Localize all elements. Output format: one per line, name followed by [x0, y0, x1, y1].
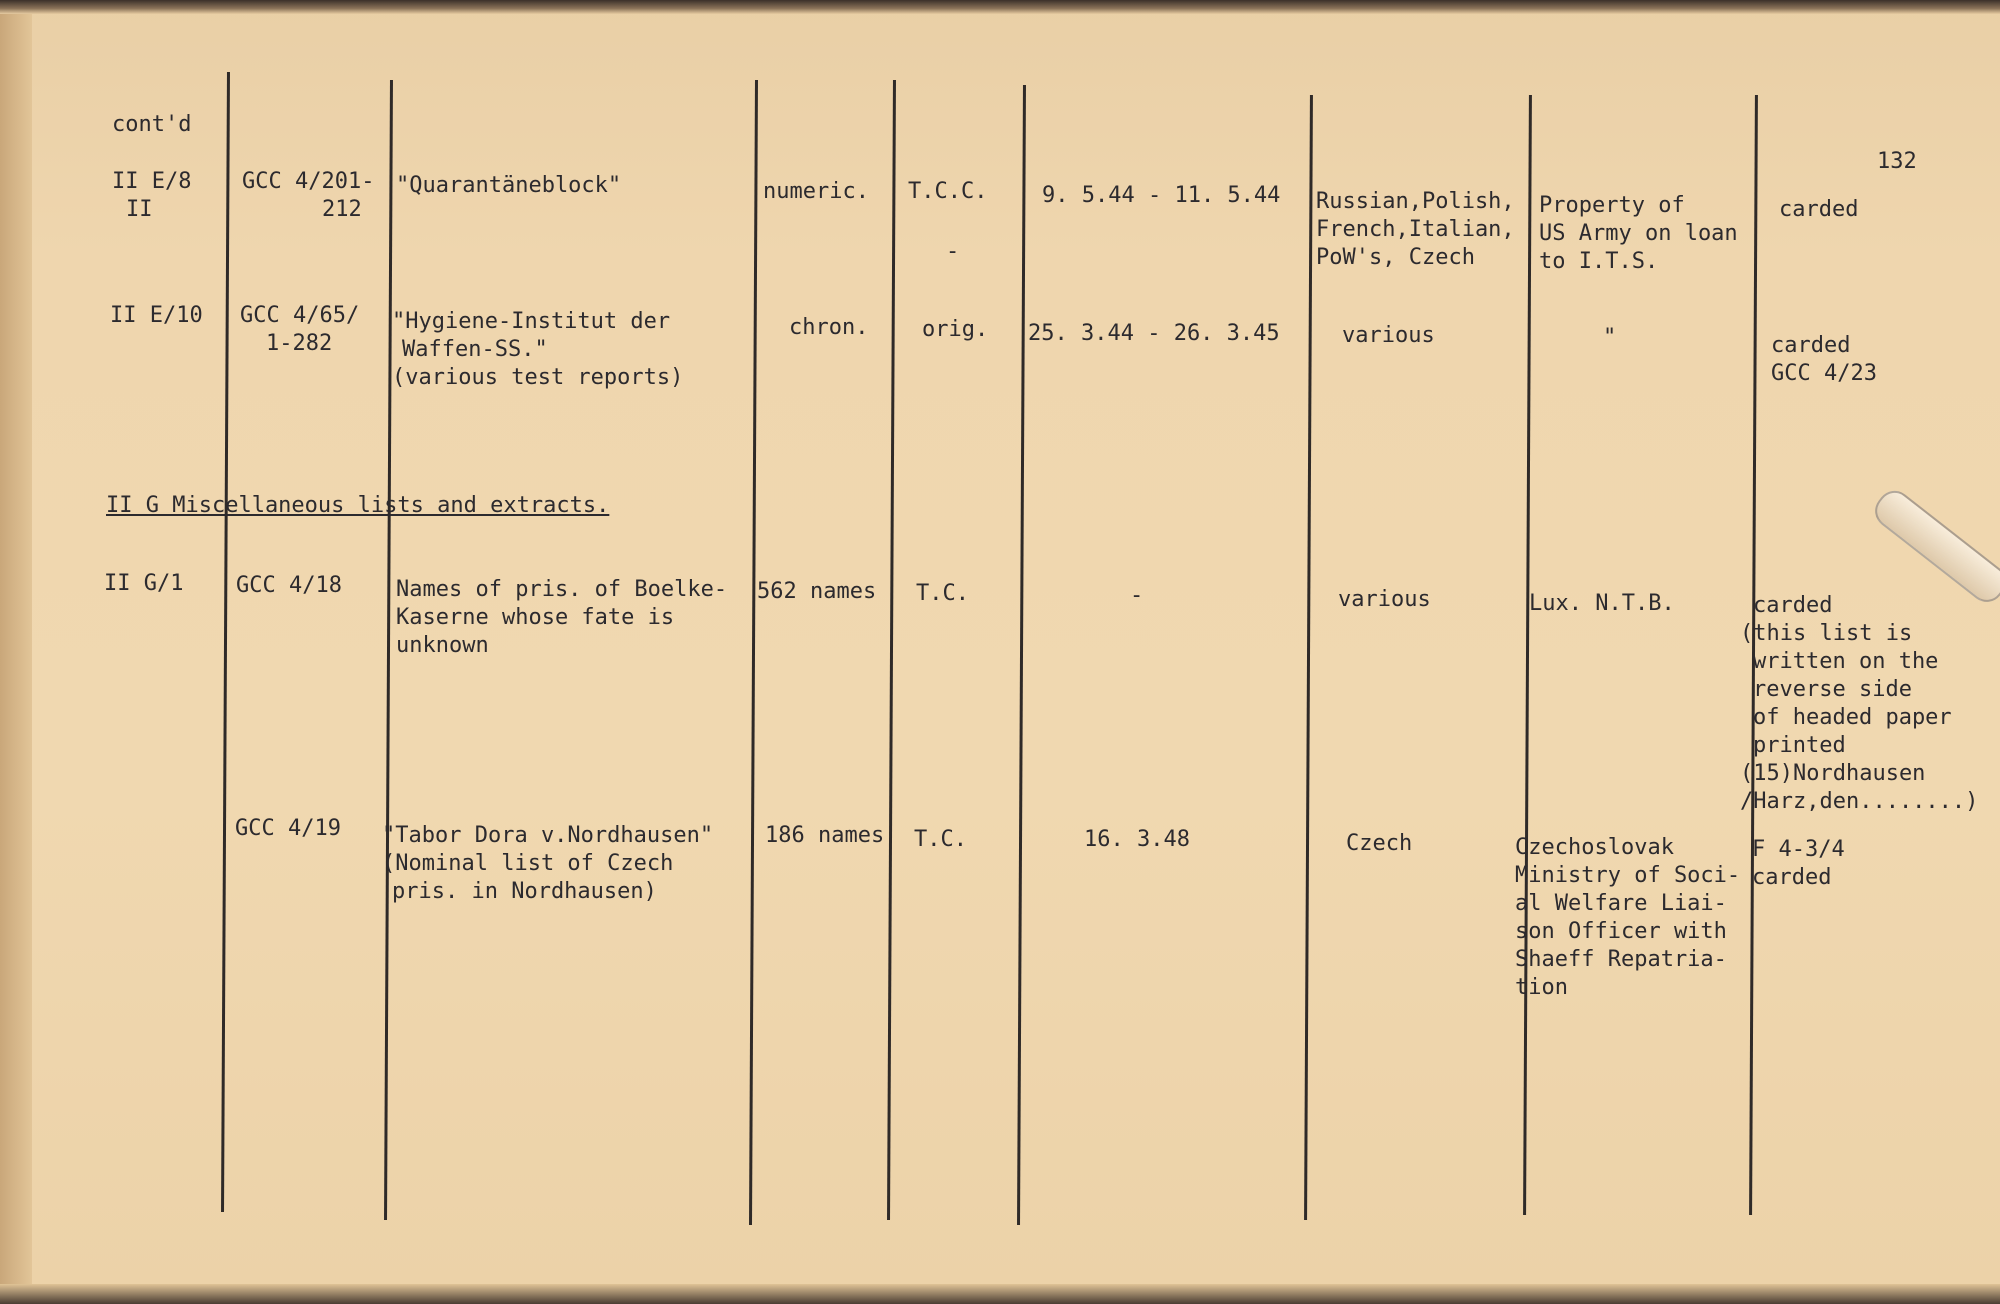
entry-title: Names of pris. of Boelke- Kaserne whose fate is unknown [396, 577, 728, 658]
entry-nationality: various [1338, 587, 1431, 612]
entry-arrangement: 186 names [765, 823, 885, 848]
entry-form: T.C.C. [908, 179, 988, 204]
entry-arrangement: 562 names [757, 579, 877, 604]
entry-form: orig. [922, 317, 989, 342]
entry-source: Lux. N.T.B. [1529, 591, 1675, 616]
entry-dates: 9. 5.44 - 11. 5.44 [1042, 183, 1281, 208]
column-rule [887, 80, 896, 1220]
entry-source: Property of US Army on loan to I.T.S. [1539, 193, 1738, 274]
entry-file-number: GCC 4/19 [235, 816, 341, 841]
paper-clip [1868, 484, 2000, 609]
continued-label: cont'd [112, 112, 192, 137]
entry-source: Czechoslovak Ministry of Soci- al Welfare Liai- son Officer with Shaeff Repatria- tion [1515, 835, 1741, 1000]
entry-file-number: GCC 4/18 [236, 573, 342, 598]
page-number: 132 [1877, 149, 1917, 174]
entry-source: " [1603, 325, 1617, 350]
entry-reference: II G/1 [104, 571, 184, 596]
entry-form: T.C. [916, 581, 969, 606]
entry-nationality: various [1342, 323, 1435, 348]
page-top-edge [0, 0, 2000, 14]
entry-dates: 16. 3.48 [1084, 827, 1190, 852]
entry-remarks: carded [1779, 197, 1859, 222]
entry-reference: II E/10 [110, 303, 203, 328]
entry-dates: - [1130, 583, 1144, 608]
entry-arrangement: chron. [789, 315, 869, 340]
entry-form: T.C. [914, 827, 967, 852]
entry-file-number: GCC 4/201- 212 [242, 169, 375, 222]
entry-arrangement: numeric. [763, 179, 869, 204]
entry-form-mark: - [946, 239, 960, 264]
column-rule [384, 80, 393, 1220]
binding-margin [0, 0, 32, 1304]
entry-file-number: GCC 4/65/ 1-282 [240, 303, 360, 356]
section-heading: II G Miscellaneous lists and extracts. [106, 493, 610, 518]
entry-title: "Quarantäneblock" [396, 173, 622, 198]
entry-title: "Tabor Dora v.Nordhausen" (Nominal list of Czech pris. in Nordhausen) [382, 823, 714, 904]
entry-title: "Hygiene-Institut der Waffen-SS." (various test reports) [392, 309, 684, 390]
page-bottom-edge [0, 1284, 2000, 1304]
entry-nationality: Czech [1346, 831, 1413, 856]
entry-remarks: F 4-3/4 carded [1752, 837, 1845, 890]
column-rule [221, 72, 230, 1212]
column-rule [1017, 85, 1026, 1225]
entry-remarks: carded GCC 4/23 [1771, 333, 1877, 386]
column-rule [749, 80, 758, 1225]
column-rule [1304, 95, 1313, 1220]
entry-dates: 25. 3.44 - 26. 3.45 [1028, 321, 1280, 346]
entry-nationality: Russian,Polish, French,Italian, PoW's, Czech [1316, 189, 1515, 270]
entry-remarks: carded (this list is written on the reverse side of headed paper printed (15)Nordhausen /Harz,den........) [1740, 593, 1979, 814]
entry-reference: II E/8 II [112, 169, 192, 222]
column-rule [1523, 95, 1532, 1215]
